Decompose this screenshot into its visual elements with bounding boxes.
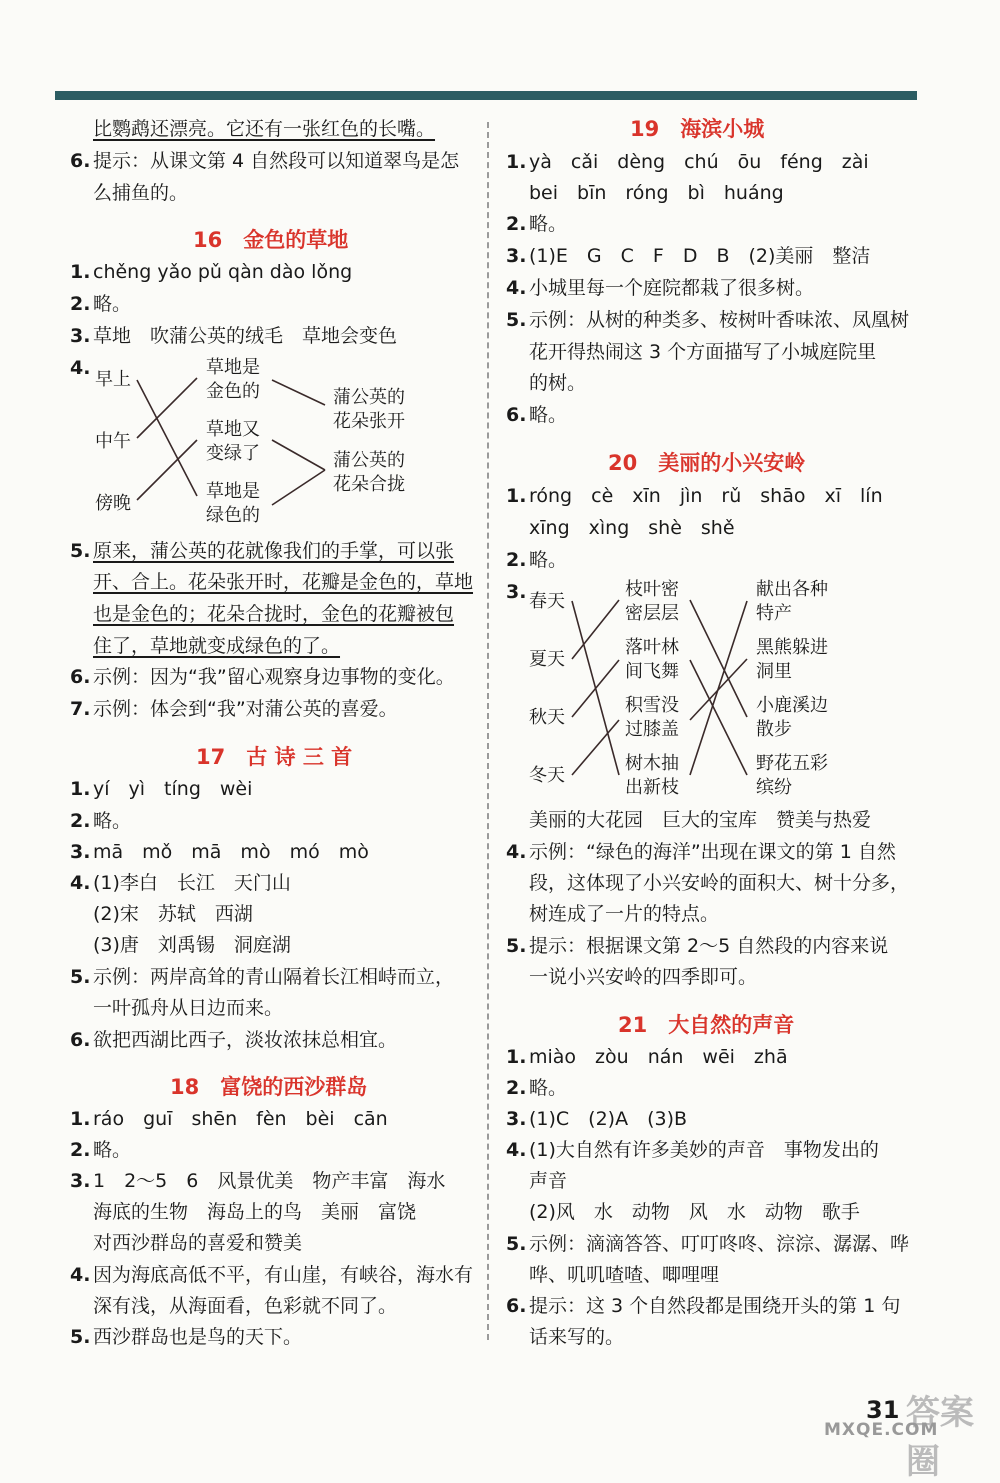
text-line: yí yì tíng wèi [93, 778, 253, 800]
text-line: 略。 [93, 1139, 132, 1161]
text-line: (1)李白 长江 天门山 [93, 872, 291, 894]
text-line: 也是金色的；花朵合拢时，金色的花瓣被包 [93, 603, 455, 625]
text-line: 草地 吹蒲公英的绒毛 草地会变色 [93, 325, 398, 347]
text-line: xīng xìng shè shě [529, 517, 735, 539]
page-number: 31 [866, 1396, 900, 1424]
item-number: 5. [506, 1233, 527, 1255]
item-number: 1. [70, 1108, 91, 1130]
text-line: mā mǒ mā mò mó mò [93, 841, 369, 863]
match-mid-item: 枝叶密 [625, 579, 679, 600]
match-right-item: 散步 [756, 719, 792, 740]
text-line: 西沙群岛也是鸟的天下。 [93, 1326, 303, 1348]
item-number: 2. [70, 1139, 91, 1161]
item-number: 2. [506, 213, 527, 235]
text-line: 深有浅，从海面看，色彩就不同了。 [93, 1295, 398, 1317]
match-right-item: 特产 [756, 603, 792, 624]
text-line: 美丽的大花园 巨大的宝库 赞美与热爱 [529, 809, 872, 831]
text-line: 示例：从树的种类多、桉树叶香味浓、凤凰树 [529, 309, 910, 331]
match-mid-item: 密层层 [625, 603, 679, 624]
lesson-title-17: 17 古 诗 三 首 [196, 745, 353, 769]
match-right-item: 蒲公英的 [333, 450, 405, 471]
text-line: miào zòu nán wēi zhā [529, 1046, 788, 1068]
text-line: (1)E G C F D B (2)美丽 整洁 [529, 245, 871, 267]
match-right-item: 花朵张开 [333, 411, 405, 432]
item-number: 3. [506, 245, 527, 267]
text-line: 么捕鱼的。 [93, 182, 189, 204]
text-line: 提示：根据课文第 2～5 自然段的内容来说 [529, 935, 889, 957]
text-line: chěng yǎo pǔ qàn dào lǒng [93, 261, 353, 283]
item-number: 5. [70, 540, 91, 562]
match-mid-item: 草地又 [206, 419, 260, 440]
text-line: róng cè xīn jìn rǔ shāo xī lín [529, 485, 883, 507]
text-line: 海底的生物 海岛上的鸟 美丽 富饶 [93, 1201, 417, 1223]
match-right-item: 献出各种 [756, 579, 828, 600]
text-line: 开、合上。花朵张开时，花瓣是金色的，草地 [93, 571, 474, 593]
text-line: 声音 [529, 1170, 568, 1192]
match-right-item: 黑熊躲进 [756, 637, 828, 658]
text-line: 因为海底高低不平，有山崖，有峡谷，海水有 [93, 1264, 474, 1286]
lesson-title-20: 20 美丽的小兴安岭 [608, 451, 806, 475]
text-line: (1)C (2)A (3)B [529, 1108, 688, 1130]
match-mid-item: 金色的 [206, 381, 260, 402]
item-number: 5. [506, 935, 527, 957]
item-number: 6. [70, 150, 91, 172]
match-right-item: 花朵合拢 [333, 474, 405, 495]
text-line: 略。 [529, 549, 568, 571]
text-line: 示例：滴滴答答、叮叮咚咚、淙淙、潺潺、哗 [529, 1233, 910, 1255]
match-mid-item: 积雪没 [625, 695, 679, 716]
text-line: yà cǎi dèng chú ōu féng zài [529, 151, 869, 173]
text-line: 1 2～5 6 风景优美 物产丰富 海水 [93, 1170, 446, 1192]
text-line: (3)唐 刘禹锡 洞庭湖 [93, 934, 291, 956]
match-mid-item: 绿色的 [206, 505, 260, 526]
lesson-title-18: 18 富饶的西沙群岛 [170, 1075, 368, 1099]
match-left-item: 早上 [95, 369, 131, 390]
item-number: 4. [70, 1264, 91, 1286]
item-number: 3. [506, 1108, 527, 1130]
item-number: 1. [70, 778, 91, 800]
item-number: 6. [506, 404, 527, 426]
item-number: 1. [506, 1046, 527, 1068]
item-number: 5. [70, 966, 91, 988]
item-number: 3. [70, 841, 91, 863]
match-mid-item: 草地是 [206, 357, 260, 378]
match-right-item: 小鹿溪边 [756, 695, 828, 716]
text-line: 花开得热闹这 3 个方面描写了小城庭院里 [529, 341, 877, 363]
text-line: 示例：体会到“我”对蒲公英的喜爱。 [93, 698, 398, 720]
match-right-item: 野花五彩 [756, 753, 828, 774]
item-number: 2. [506, 1077, 527, 1099]
text-line: 示例：两岸高耸的青山隔着长江相峙而立， [93, 966, 455, 988]
item-number: 6. [70, 666, 91, 688]
item-number: 7. [70, 698, 91, 720]
text-line: 示例：因为“我”留心观察身边事物的变化。 [93, 666, 455, 688]
match-mid-item: 过膝盖 [625, 719, 679, 740]
match-left-item: 夏天 [529, 649, 565, 670]
text-line: (2)风 水 动物 风 水 动物 歌手 [529, 1201, 860, 1223]
text-line: ráo guī shēn fèn bèi cān [93, 1108, 388, 1130]
lesson-title-21: 21 大自然的声音 [618, 1013, 795, 1037]
match-left-item: 秋天 [529, 707, 565, 728]
match-mid-item: 出新枝 [625, 777, 679, 798]
item-number: 2. [506, 549, 527, 571]
lesson-title-16: 16 金色的草地 [193, 228, 349, 252]
item-number: 4. [506, 1139, 527, 1161]
item-number: 6. [506, 1295, 527, 1317]
match-mid-item: 间飞舞 [625, 661, 679, 682]
match-right-item: 洞里 [756, 661, 792, 682]
match-left-item: 冬天 [529, 765, 565, 786]
item-number: 3. [506, 581, 527, 603]
text-line: 树连成了一片的特点。 [529, 903, 720, 925]
text-line: 话来写的。 [529, 1326, 625, 1348]
match-right-item: 蒲公英的 [333, 387, 405, 408]
watermark-site: MXQE.COM [824, 1420, 939, 1440]
text-line: 比鹦鹉还漂亮。它还有一张红色的长嘴。 [93, 118, 436, 140]
match-mid-item: 树木抽 [625, 753, 679, 774]
text-line: 的树。 [529, 372, 587, 394]
match-left-item: 春天 [529, 591, 565, 612]
text-line: 原来，蒲公英的花就像我们的手掌，可以张 [93, 540, 455, 562]
text-line: bei bīn róng bì huáng [529, 182, 784, 204]
match-right-item: 缤纷 [756, 777, 792, 798]
text-line: 提示：这 3 个自然段都是围绕开头的第 1 句 [529, 1295, 901, 1317]
text-line: 示例：“绿色的海洋”出现在课文的第 1 自然 [529, 841, 896, 863]
item-number: 4. [506, 277, 527, 299]
text-line: (2)宋 苏轼 西湖 [93, 903, 253, 925]
item-number: 4. [70, 872, 91, 894]
text-line: 略。 [93, 293, 132, 315]
text-line: 段，这体现了小兴安岭的面积大、树十分多， [529, 872, 910, 894]
watermark-logo: 答案圈 [906, 1393, 974, 1482]
text-line: (1)大自然有许多美妙的声音 事物发出的 [529, 1139, 879, 1161]
item-number: 2. [70, 810, 91, 832]
text-line: 一说小兴安岭的四季即可。 [529, 966, 758, 988]
match-mid-item: 草地是 [206, 481, 260, 502]
lesson-title-19: 19 海滨小城 [630, 117, 765, 141]
item-number: 1. [506, 485, 527, 507]
text-line: 提示：从课文第 4 自然段可以知道翠鸟是怎 [93, 150, 460, 172]
item-number: 1. [506, 151, 527, 173]
match-mid-item: 落叶林 [625, 637, 679, 658]
item-number: 3. [70, 1170, 91, 1192]
text-line: 住了，草地就变成绿色的了。 [93, 635, 341, 657]
match-left-item: 中午 [95, 431, 131, 452]
text-line: 略。 [529, 1077, 568, 1099]
text-line: 哗、叽叽喳喳、唧哩哩 [529, 1264, 720, 1286]
item-number: 1. [70, 261, 91, 283]
text-line: 对西沙群岛的喜爱和赞美 [93, 1232, 303, 1254]
text-line: 小城里每一个庭院都栽了很多树。 [529, 277, 815, 299]
text-line: 欲把西湖比西子，淡妆浓抹总相宜。 [93, 1029, 398, 1051]
match-left-item: 傍晚 [95, 493, 131, 514]
item-number: 2. [70, 293, 91, 315]
text-line: 略。 [93, 810, 132, 832]
text-line: 略。 [529, 404, 568, 426]
item-number: 6. [70, 1029, 91, 1051]
item-number: 4. [506, 841, 527, 863]
item-number: 4. [70, 357, 91, 379]
text-line: 略。 [529, 213, 568, 235]
item-number: 5. [506, 309, 527, 331]
match-mid-item: 变绿了 [206, 443, 260, 464]
item-number: 5. [70, 1326, 91, 1348]
text-line: 一叶孤舟从日边而来。 [93, 997, 284, 1019]
item-number: 3. [70, 325, 91, 347]
